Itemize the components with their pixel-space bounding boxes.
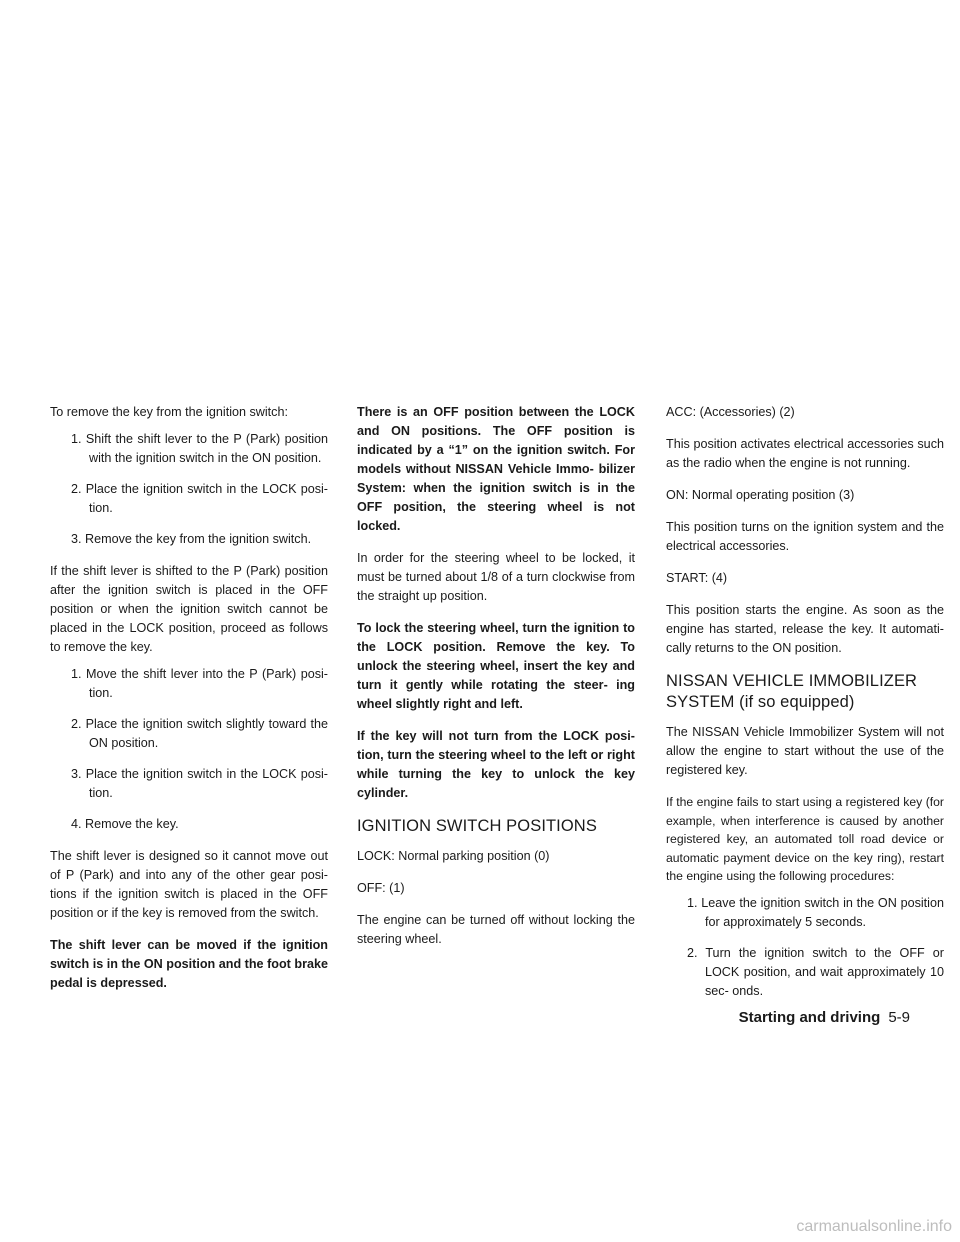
text-acc-description: This position activates electrical accessories such as the radio when the engine is not running.	[666, 437, 944, 470]
paragraph-off-position-note: There is an OFF position between the LOCK and ON positions. The OFF position is indicated by a “1” on the ignition switch. For models without NISSAN Vehicle Immo- bilizer System: when the ignition switch is in the OFF position, the steering wheel is not locked.	[357, 405, 635, 533]
text-on-position: ON: Normal operating position (3)	[666, 488, 855, 502]
paragraph-remove-key-intro: To remove the key from the ignition switch:	[50, 405, 288, 419]
list-item: 1. Move the shift lever into the P (Park) posi- tion.	[71, 667, 328, 700]
list-item: 1. Leave the ignition switch in the ON position for approximately 5 seconds.	[687, 895, 944, 929]
heading-line: NISSAN VEHICLE IMMOBILIZER	[666, 672, 918, 690]
watermark: carmanualsonline.info	[796, 1218, 952, 1235]
text-start-position: START: (4)	[666, 571, 728, 585]
list-item: 2. Place the ignition switch in the LOCK posi- tion.	[71, 482, 328, 515]
paragraph-lock-steering-wheel: To lock the steering wheel, turn the ignition to the LOCK position. Remove the key. To unlock the steering wheel, insert the key and turn it gently while rotating the steer- ing wheel slightly right and left.	[357, 621, 635, 711]
text-on-description: This position turns on the ignition system and the electrical accessories.	[666, 520, 944, 553]
footer-page-number: 5-9	[888, 1009, 910, 1026]
heading-immobilizer-system	[666, 671, 944, 713]
column-left	[50, 403, 328, 1006]
list-item: 4. Remove the key.	[71, 817, 179, 831]
page-footer	[739, 1009, 910, 1026]
list-remove-key-alt-steps	[50, 665, 328, 834]
column-right	[666, 403, 944, 1014]
text-lock-position: LOCK: Normal parking position (0)	[357, 849, 550, 863]
text-off-description: The engine can be turned off without locking the steering wheel.	[357, 913, 635, 946]
text-off-position: OFF: (1)	[357, 881, 405, 895]
column-middle	[357, 403, 635, 962]
paragraph-shift-lever-design: The shift lever is designed so it cannot move out of P (Park) and into any of the other gear posi- tions if the ignition switch is placed in the OFF position or if the key is removed from the switch.	[50, 849, 328, 920]
list-item: 2. Turn the ignition switch to the OFF or LOCK position, and wait approximately 10 sec- onds.	[687, 945, 944, 998]
list-remove-key-steps	[50, 430, 328, 549]
heading-ignition-switch-positions: IGNITION SWITCH POSITIONS	[357, 817, 597, 835]
footer-section-title: Starting and driving	[738, 1009, 881, 1026]
text-start-description: This position starts the engine. As soon as the engine has started, release the key. It automati- cally returns to the ON position.	[666, 603, 944, 655]
list-item: 3. Place the ignition switch in the LOCK posi- tion.	[71, 767, 328, 800]
list-item: 1. Shift the shift lever to the P (Park) position with the ignition switch in the ON position.	[71, 432, 328, 465]
paragraph-immobilizer-intro: The NISSAN Vehicle Immobilizer System will not allow the engine to start without the use of the registered key.	[666, 725, 944, 777]
list-item: 2. Place the ignition switch slightly toward the ON position.	[71, 717, 328, 750]
heading-line: SYSTEM (if so equipped)	[666, 693, 855, 711]
paragraph-shift-lever-off: If the shift lever is shifted to the P (Park) position after the ignition switch is placed in the OFF position or when the ignition switch cannot be placed in the LOCK position, proceed as follows to remove the key.	[50, 564, 328, 654]
paragraph-key-will-not-turn: If the key will not turn from the LOCK posi- tion, turn the steering wheel to the left or right while turning the key to unlock the key cylinder.	[357, 729, 635, 800]
paragraph-steering-lock: In order for the steering wheel to be locked, it must be turned about 1/8 of a turn clockwise from the straight up position.	[357, 551, 635, 603]
text-acc-position: ACC: (Accessories) (2)	[666, 405, 795, 419]
paragraph-immobilizer-restart: If the engine fails to start using a registered key (for example, when interference is caused by another registered key, an automated toll road device or automatic payment device on the key ring), restart the engine using the following procedures:	[666, 795, 944, 883]
list-item: 3. Remove the key from the ignition switch.	[71, 532, 312, 546]
list-restart-steps	[666, 894, 944, 1001]
paragraph-shift-lever-warning: The shift lever can be moved if the ignition switch is in the ON position and the foot brake pedal is depressed.	[50, 938, 328, 990]
